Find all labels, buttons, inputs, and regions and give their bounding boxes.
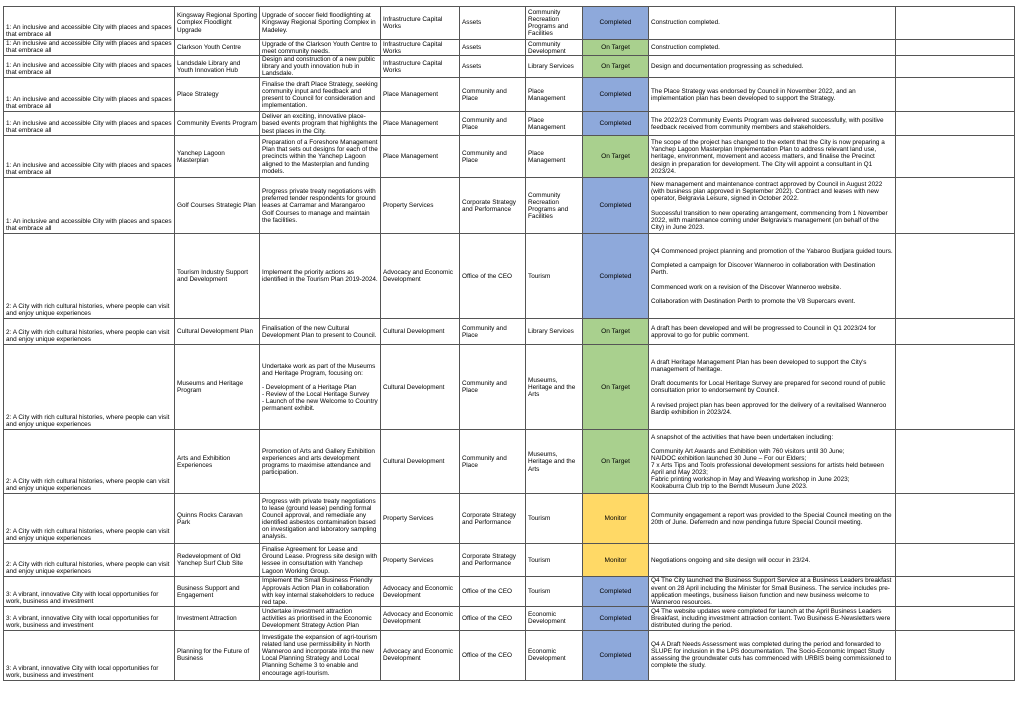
description-cell: Finalise Agreement for Lease and Ground Lease. Progress site design with lessee in consultation with Yanchep Lagoon Working Group. [260, 544, 381, 577]
directorate-cell: Community and Place [460, 319, 526, 345]
directorate-cell: Office of the CEO [460, 234, 526, 319]
table-row [4, 577, 1015, 606]
project-cell: Redevelopment of Old Yanchep Surf Club Site [175, 544, 260, 577]
table-row [4, 234, 1015, 319]
status-badge: Monitor [583, 544, 649, 577]
service-unit-cell: Advocacy and Economic Development [381, 234, 460, 319]
description-cell: Upgrade of the Clarkson Youth Centre to meet community needs. [260, 40, 381, 56]
service-unit-cell: Advocacy and Economic Development [381, 606, 460, 630]
objective-cell: 1: An inclusive and accessible City with places and spaces that embrace all [4, 112, 175, 136]
objective-cell: 1: An inclusive and accessible City with places and spaces that embrace all [4, 78, 175, 112]
table-row [4, 544, 1015, 577]
project-cell: Investment Attraction [175, 606, 260, 630]
directorate-cell: Corporate Strategy and Performance [460, 178, 526, 234]
project-cell: Tourism Industry Support and Development [175, 234, 260, 319]
report-sheet [3, 6, 1014, 681]
project-cell: Business Support and Engagement [175, 577, 260, 606]
comment-cell: A draft has been developed and will be progressed to Council in Q1 2023/24 for approval to go for public comment. [649, 319, 896, 345]
project-cell: Landsdale Library and Youth Innovation Hub [175, 56, 260, 78]
directorate-cell: Community and Place [460, 112, 526, 136]
objective-cell: 3: A vibrant, innovative City with local opportunities for work, business and investment [4, 630, 175, 680]
business-unit-cell: Museums, Heritage and the Arts [526, 345, 583, 430]
blank-cell [896, 136, 1015, 178]
blank-cell [896, 56, 1015, 78]
status-badge: On Target [583, 40, 649, 56]
business-unit-cell: Community Recreation Programs and Facilities [526, 7, 583, 40]
status-badge: Completed [583, 178, 649, 234]
objective-cell: 2: A City with rich cultural histories, where people can visit and enjoy unique experiences [4, 345, 175, 430]
status-badge: Completed [583, 7, 649, 40]
service-unit-cell: Advocacy and Economic Development [381, 577, 460, 606]
blank-cell [896, 544, 1015, 577]
project-cell: Clarkson Youth Centre [175, 40, 260, 56]
comment-cell: The scope of the project has changed to the extent that the City is now preparing a Yanchep Lagoon Masterplan Implementation Plan to address relevant land use, heritage, environment, movement and access matters, and finalise the Precinct design in preparation for development. The City will appoint a consultant in Q1 2023/24. [649, 136, 896, 178]
blank-cell [896, 577, 1015, 606]
comment-cell: The Place Strategy was endorsed by Council in November 2022, and an implementation plan has been developed to support the Strategy. [649, 78, 896, 112]
business-unit-cell: Tourism [526, 577, 583, 606]
business-unit-cell: Tourism [526, 494, 583, 544]
description-cell: Implement the priority actions as identified in the Tourism Plan 2019-2024. [260, 234, 381, 319]
comment-cell: A draft Heritage Management Plan has been developed to support the City's management of heritage. Draft documents for Local Heritage Survey are prepared for second round of public consultation prior to endorsement by Council. A revised project plan has been approved for the delivery of a revitalised Wanneroo Bardip exhibition in 2023/24. [649, 345, 896, 430]
status-badge: Monitor [583, 494, 649, 544]
objective-cell: 1: An inclusive and accessible City with places and spaces that embrace all [4, 56, 175, 78]
blank-cell [896, 40, 1015, 56]
table-row [4, 430, 1015, 494]
project-cell: Cultural Development Plan [175, 319, 260, 345]
blank-cell [896, 630, 1015, 680]
directorate-cell: Office of the CEO [460, 630, 526, 680]
comment-cell: A snapshot of the activities that have been undertaken including: Community Art Awards and Exhibition with 760 visitors until 30 June; NAIDOC exhibition launched 30 June – For our Elders; 7 x Arts Tips and Tools professional development sessions for artists held between April and May 2023; Fabric printing workshop in May and Weaving workshop in June 2023; Kookaburra Club trip to the Berndt Museum June 2023. [649, 430, 896, 494]
project-cell: Community Events Program [175, 112, 260, 136]
project-cell: Yanchep Lagoon Masterplan [175, 136, 260, 178]
description-cell: Preparation of a Foreshore Management Plan that sets out designs for each of the precincts within the Yanchep Lagoon aligned to the Masterplan and funding models. [260, 136, 381, 178]
status-badge: Completed [583, 606, 649, 630]
comment-cell: Design and documentation progressing as scheduled. [649, 56, 896, 78]
directorate-cell: Assets [460, 56, 526, 78]
service-unit-cell: Cultural Development [381, 345, 460, 430]
objective-cell: 1: An inclusive and accessible City with places and spaces that embrace all [4, 136, 175, 178]
table-row [4, 345, 1015, 430]
objective-cell: 2: A City with rich cultural histories, where people can visit and enjoy unique experiences [4, 430, 175, 494]
blank-cell [896, 7, 1015, 40]
project-cell: Planning for the Future of Business [175, 630, 260, 680]
blank-cell [896, 112, 1015, 136]
business-unit-cell: Tourism [526, 234, 583, 319]
project-cell: Place Strategy [175, 78, 260, 112]
directorate-cell: Office of the CEO [460, 606, 526, 630]
status-badge: On Target [583, 56, 649, 78]
directorate-cell: Community and Place [460, 136, 526, 178]
objective-cell: 2: A City with rich cultural histories, where people can visit and enjoy unique experiences [4, 544, 175, 577]
objective-cell: 2: A City with rich cultural histories, where people can visit and enjoy unique experiences [4, 319, 175, 345]
directorate-cell: Office of the CEO [460, 577, 526, 606]
description-cell: Progress private treaty negotiations with preferred tender respondents for ground leases at Carramar and Marangaroo Golf Courses to manage and maintain the facilities. [260, 178, 381, 234]
business-unit-cell: Place Management [526, 136, 583, 178]
service-unit-cell: Property Services [381, 494, 460, 544]
description-cell: Progress with private treaty negotiations to lease (ground lease) pending formal Council approval, and remediate any identified asbestos contamination based on investigation and laboratory sampling analysis. [260, 494, 381, 544]
directorate-cell: Corporate Strategy and Performance [460, 494, 526, 544]
description-cell: Finalise the draft Place Strategy, seeking community input and feedback and present to Council for consideration and implementation. [260, 78, 381, 112]
objective-cell: 1: An inclusive and accessible City with places and spaces that embrace all [4, 7, 175, 40]
description-cell: Promotion of Arts and Gallery Exhibition experiences and arts development programs to maximise attendance and participation. [260, 430, 381, 494]
project-cell: Arts and Exhibition Experiences [175, 430, 260, 494]
service-unit-cell: Cultural Development [381, 430, 460, 494]
description-cell: Undertake work as part of the Museums and Heritage Program, focusing on: - Development of a Heritage Plan - Review of the Local Heritage Survey - Launch of the new Welcome to Country permanent exhibit. [260, 345, 381, 430]
status-badge: On Target [583, 319, 649, 345]
objective-cell: 3: A vibrant, innovative City with local opportunities for work, business and investment [4, 606, 175, 630]
blank-cell [896, 178, 1015, 234]
business-unit-cell: Library Services [526, 319, 583, 345]
table-row [4, 630, 1015, 680]
status-badge: Completed [583, 112, 649, 136]
table-row [4, 494, 1015, 544]
service-unit-cell: Infrastructure Capital Works [381, 56, 460, 78]
blank-cell [896, 234, 1015, 319]
business-unit-cell: Community Recreation Programs and Facilities [526, 178, 583, 234]
table-row [4, 319, 1015, 345]
status-badge: Completed [583, 234, 649, 319]
project-status-table [3, 6, 1015, 681]
comment-cell: Negotiations ongoing and site design will occur in 23/24. [649, 544, 896, 577]
blank-cell [896, 78, 1015, 112]
directorate-cell: Community and Place [460, 78, 526, 112]
service-unit-cell: Place Management [381, 78, 460, 112]
description-cell: Upgrade of soccer field floodlighting at Kingsway Regional Sporting Complex in Madeley. [260, 7, 381, 40]
business-unit-cell: Place Management [526, 78, 583, 112]
description-cell: Undertake investment attraction activities as prioritised in the Economic Development Strategy Action Plan [260, 606, 381, 630]
service-unit-cell: Advocacy and Economic Development [381, 630, 460, 680]
status-badge: On Target [583, 136, 649, 178]
objective-cell: 3: A vibrant, innovative City with local opportunities for work, business and investment [4, 577, 175, 606]
business-unit-cell: Community Development [526, 40, 583, 56]
project-cell: Quinns Rocks Caravan Park [175, 494, 260, 544]
description-cell: Finalisation of the new Cultural Development Plan to present to Council. [260, 319, 381, 345]
status-badge: Completed [583, 78, 649, 112]
comment-cell: Q4 The website updates were completed for launch at the April Business Leaders Breakfast, including investment attraction content. Two Business E-Newsletters were distributed during the period. [649, 606, 896, 630]
table-body [4, 7, 1015, 681]
table-row [4, 606, 1015, 630]
service-unit-cell: Property Services [381, 544, 460, 577]
objective-cell: 1: An inclusive and accessible City with places and spaces that embrace all [4, 40, 175, 56]
blank-cell [896, 494, 1015, 544]
comment-cell: The 2022/23 Community Events Program was delivered successfully, with positive feedback received from community members and stakeholders. [649, 112, 896, 136]
comment-cell: Q4 A Draft Needs Assessment was completed during the period and forwarded to SLUPE for inclusion in the LPS documentation. The Socio-Economic Impact Study assessing the groundwater cuts has commenced with URBIS being commissioned to complete the study. [649, 630, 896, 680]
project-cell: Museums and Heritage Program [175, 345, 260, 430]
blank-cell [896, 606, 1015, 630]
status-badge: Completed [583, 630, 649, 680]
directorate-cell: Corporate Strategy and Performance [460, 544, 526, 577]
business-unit-cell: Library Services [526, 56, 583, 78]
comment-cell: Q4 The City launched the Business Support Service at a Business Leaders breakfast event on 28 April including the Minister for Small Business. The service includes pre-application meetings, business liaison function and new business welcome to Wanneroo resources. [649, 577, 896, 606]
directorate-cell: Assets [460, 7, 526, 40]
service-unit-cell: Infrastructure Capital Works [381, 40, 460, 56]
table-row [4, 7, 1015, 40]
table-row [4, 112, 1015, 136]
directorate-cell: Assets [460, 40, 526, 56]
directorate-cell: Community and Place [460, 345, 526, 430]
table-row [4, 78, 1015, 112]
service-unit-cell: Cultural Development [381, 319, 460, 345]
business-unit-cell: Economic Development [526, 606, 583, 630]
service-unit-cell: Place Management [381, 136, 460, 178]
business-unit-cell: Economic Development [526, 630, 583, 680]
service-unit-cell: Property Services [381, 178, 460, 234]
status-badge: On Target [583, 345, 649, 430]
objective-cell: 2: A City with rich cultural histories, where people can visit and enjoy unique experiences [4, 494, 175, 544]
description-cell: Implement the Small Business Friendly Approvals Action Plan in collaboration with key internal stakeholders to reduce red tape. [260, 577, 381, 606]
objective-cell: 1: An inclusive and accessible City with places and spaces that embrace all [4, 178, 175, 234]
status-badge: On Target [583, 430, 649, 494]
blank-cell [896, 319, 1015, 345]
description-cell: Deliver an exciting, innovative place-based events program that highlights the best places in the City. [260, 112, 381, 136]
directorate-cell: Community and Place [460, 430, 526, 494]
blank-cell [896, 345, 1015, 430]
service-unit-cell: Infrastructure Capital Works [381, 7, 460, 40]
blank-cell [896, 430, 1015, 494]
status-badge: Completed [583, 577, 649, 606]
table-row [4, 40, 1015, 56]
comment-cell: Construction completed. [649, 40, 896, 56]
project-cell: Golf Courses Strategic Plan [175, 178, 260, 234]
description-cell: Investigate the expansion of agri-tourism related land use permissibility in North Wanneroo and incorporate into the new Local Planning Strategy and Local Planning Scheme 3 to enable and encourage agri-tourism. [260, 630, 381, 680]
table-row [4, 178, 1015, 234]
business-unit-cell: Museums, Heritage and the Arts [526, 430, 583, 494]
comment-cell: New management and maintenance contract approved by Council in August 2022 (with business plan approved in September 2022). Contract and leases with new operator, Belgravia Leisure, signed in October 2022. Successful transition to new operating arrangement, commencing from 1 November 2022, with maintenance coming under Belgravia's management (on behalf of the City) in June 2023. [649, 178, 896, 234]
project-cell: Kingsway Regional Sporting Complex Floodlight Upgrade [175, 7, 260, 40]
comment-cell: Q4 Commenced project planning and promotion of the Yabaroo Budjara guided tours. Completed a campaign for Discover Wanneroo in collaboration with Destination Perth. Commenced work on a revision of the Discover Wanneroo website. Collaboration with Destination Perth to promote the V8 Supercars event. [649, 234, 896, 319]
table-row [4, 136, 1015, 178]
service-unit-cell: Place Management [381, 112, 460, 136]
objective-cell: 2: A City with rich cultural histories, where people can visit and enjoy unique experiences [4, 234, 175, 319]
business-unit-cell: Tourism [526, 544, 583, 577]
business-unit-cell: Place Management [526, 112, 583, 136]
table-row [4, 56, 1015, 78]
description-cell: Design and construction of a new public library and youth innovation hub in Landsdale. [260, 56, 381, 78]
comment-cell: Construction completed. [649, 7, 896, 40]
comment-cell: Community engagement a report was provided to the Special Council meeting on the 20th of June. Deferredn and now pendinga future Special Council meeting. [649, 494, 896, 544]
